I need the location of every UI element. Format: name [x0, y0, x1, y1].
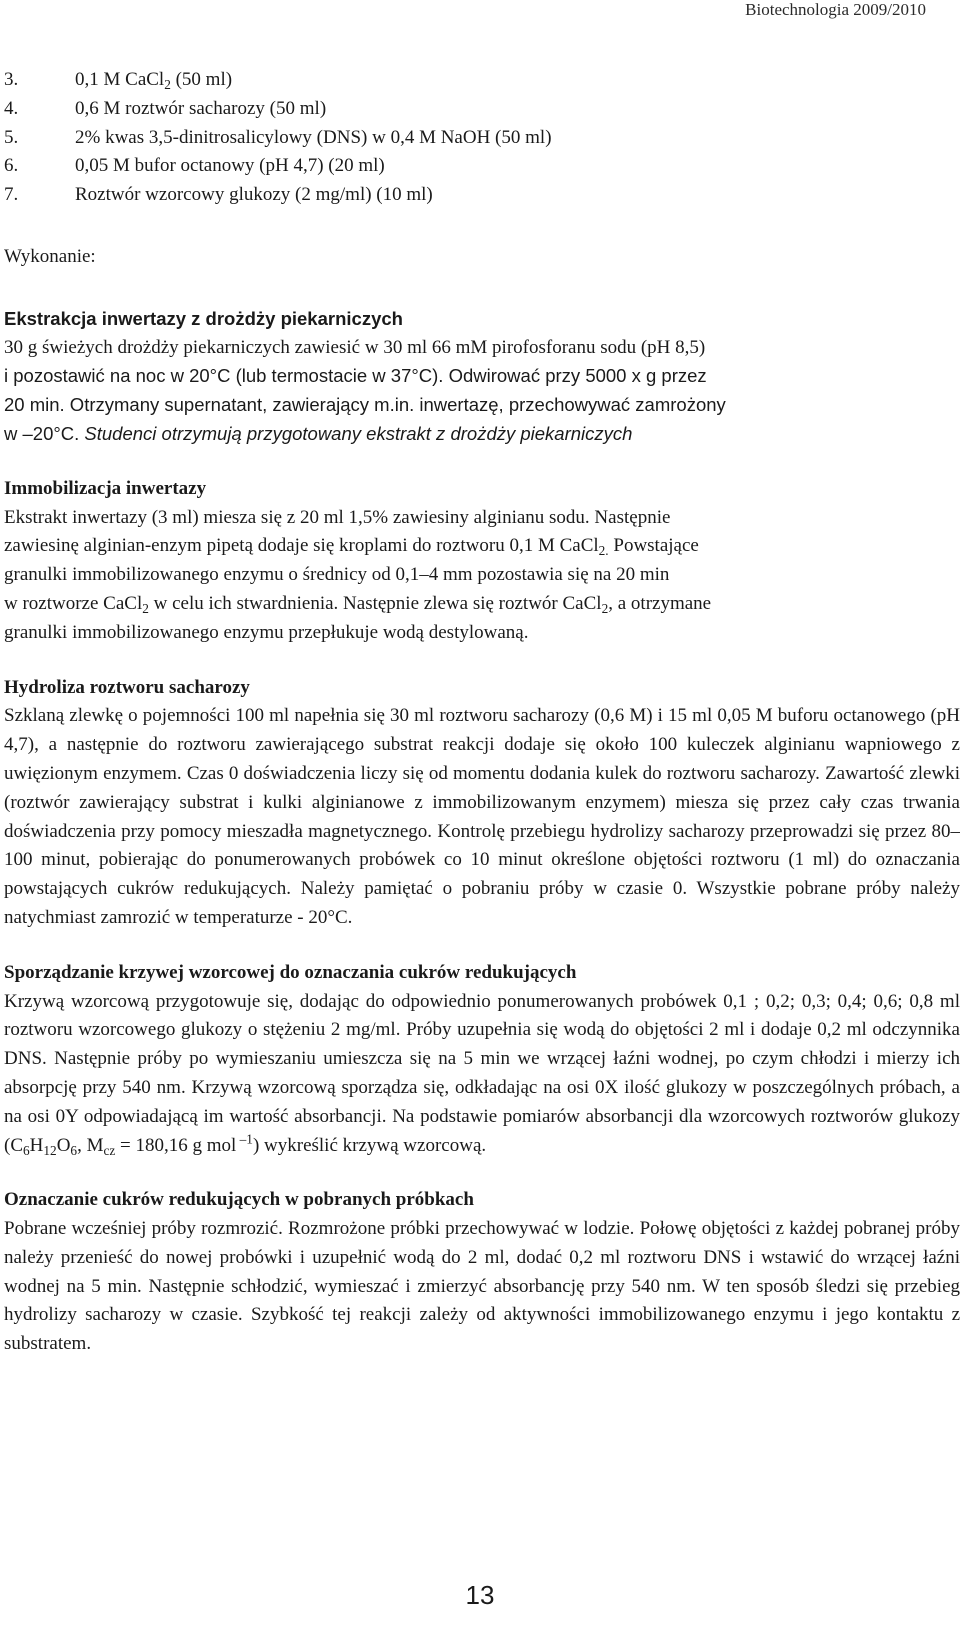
section-heading: Oznaczanie cukrów redukujących w pobranych próbkach [4, 1189, 474, 1211]
section-extraction [4, 305, 960, 449]
page-number: 13 [465, 1580, 495, 1610]
section-immobilization [4, 475, 960, 648]
list-item: 4. 0,6 M roztwór sacharozy (50 ml) [4, 97, 327, 119]
section-heading: Immobilizacja inwertazy [4, 477, 207, 499]
section-heading: Sporządzanie krzywej wzorcowej do oznaczania cukrów redukujących [4, 961, 577, 983]
list-item: 6. 0,05 M bufor octanowy (pH 4,7) (20 ml) [4, 155, 385, 177]
section-heading: Hydroliza roztworu sacharozy [4, 676, 250, 698]
italic-note: Studenci otrzymują przygotowany ekstrakt z drożdży piekarniczych [84, 422, 633, 444]
paragraph-line: granulki immobilizowanego enzymu o średnicy od 0,1–4 mm pozostawia się na 20 min [4, 564, 670, 586]
list-item: 5. 2% kwas 3,5-dinitrosalicylowy (DNS) w 0,4 M NaOH (50 ml) [4, 126, 552, 148]
paragraph-line: 20 min. Otrzymany supernatant, zawierający m.in. inwertazę, przechowywać zamrożony [4, 394, 726, 416]
section-standard-curve [4, 959, 960, 1161]
section-determination [4, 1186, 960, 1359]
paragraph-line: 30 g świeżych drożdży piekarniczych zawiesić w 30 ml 66 mM pirofosforanu sodu (pH 8,5) [4, 336, 706, 358]
paragraph: Szklaną zlewkę o pojemności 100 ml napełnia się 30 ml roztworu sacharozy (0,6 M) i 15 ml 0,05 M buforu octanowego (pH 4,7), a następnie do roztworu zawierającego substrat reakcji dodaje się około 100 kuleczek alginianu wapniowego z uwięzionym enzymem. Czas 0 doświadczenia liczy się od momentu dodania kulek do roztworu sacharozy. Zawartość zlewki (roztwór zawierający substrat i kulki alginianowe z immobilizowanym enzymem) miesza się przez cały czas trwania doświadczenia przy pomocy mieszadła magnetycznego. Kontrolę przebiegu hydrolizy sacharozy przeprowadzi się przez 80–100 minut, pobierając do ponumerowanych probówek co 10 minut określone objętości roztworu (1 ml) do oznaczania powstających cukrów redukujących. Należy pamiętać o pobraniu próby w czasie 0. Wszystkie pobrane próby należy natychmiast zamrozić w temperaturze - 20°C. [4, 705, 960, 928]
paragraph-line: Ekstrakt inwertazy (3 ml) miesza się z 20 ml 1,5% zawiesiny alginianu sodu. Następnie [4, 506, 671, 528]
materials-list [4, 66, 960, 210]
paragraph-line: granulki immobilizowanego enzymu przepłukuje wodą destylowaną. [4, 621, 529, 643]
paragraph-line: zawiesinę alginian-enzym pipetą dodaje się kroplami do roztworu 0,1 M CaCl$_{2.}$ Powstające [4, 535, 699, 559]
list-item: 3. 0,1 M CaCl$_2$ (50 ml) [4, 69, 233, 92]
paragraph-line: w roztworze CaCl$_2$ w celu ich stwardnienia. Następnie zlewa się roztwór CaCl$_2$, a otrzymane [4, 592, 712, 616]
paragraph-line: i pozostawić na noc w 20°C (lub termostacie w 37°C). Odwirować przy 5000 x g przez [4, 365, 707, 387]
list-item: 7. Roztwór wzorcowy glukozy (2 mg/ml) (10 ml) [4, 184, 433, 206]
document-page [4, 66, 960, 1359]
section-hydrolysis [4, 674, 960, 933]
paragraph: Pobrane wcześniej próby rozmrozić. Rozmrożone próbki przechowywać w lodzie. Połowę objętości z każdej pobranej próby należy przenieść do nowej probówki i uzupełnić wodą do 2 ml, dodać 0,2 ml roztworu DNS i wstawić do wrzącej łaźni wodnej na 5 min. Następnie schłodzić, wymieszać i zmierzyć absorbancję przy 540 nm. W ten sposób śledzi się przebieg hydrolizy sacharozy w czasie. Szybkość tej reakcji zależy od aktywności immobilizowanego enzymu i jego kontaktu z substratem. [4, 1218, 960, 1355]
procedure-label: Wykonanie: [4, 245, 96, 267]
running-header: Biotechnologia 2009/2010 [745, 0, 926, 19]
paragraph-line: w –20°C. Studenci otrzymują przygotowany ekstrakt z drożdży piekarniczych [4, 422, 633, 444]
paragraph: Krzywą wzorcową przygotowuje się, dodając do odpowiednio ponumerowanych probówek 0,1 ; 0,2; 0,3; 0,4; 0,6; 0,8 ml roztworu wzorcowego glukozy o stężeniu 2 mg/ml. Próby uzupełnia się wodą do objętości 2 ml i dodaje 0,2 ml odczynnika DNS. Następnie próby po wymieszaniu umieszcza się na 5 min we wrzącej łaźni wodnej, po czym chłodzi i mierzy ich absorpcję przy 540 nm. Krzywą wzorcową sporządza się, odkładając na osi 0X ilość glukozy w poszczególnych próbach, a na osi 0Y odpowiadającą im wartość absorbancji. Na podstawie pomiarów absorbancji dla wzorcowych roztworów glukozy ($C_6H_{12}O_6$, $M_{cz} = 180,16$ g mol $^{-1}$) wykreślić krzywą wzorcową. [4, 990, 960, 1158]
section-heading: Ekstrakcja inwertazy z drożdży piekarniczych [4, 307, 403, 329]
